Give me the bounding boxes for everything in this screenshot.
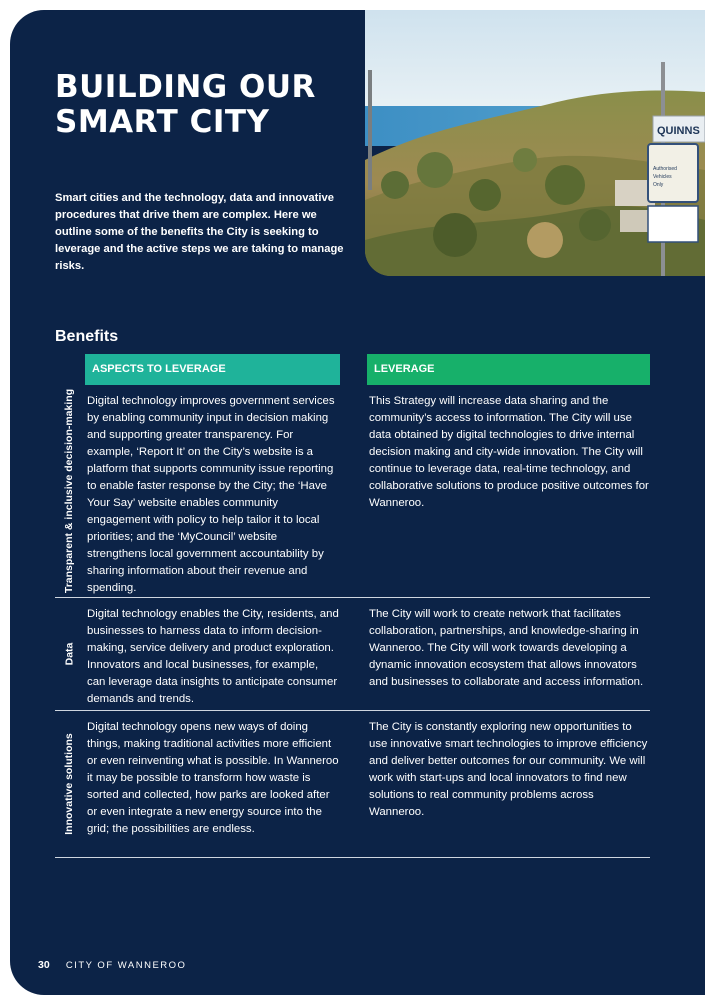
notice-sign-text: Authorised — [653, 166, 677, 172]
page-title — [55, 70, 316, 140]
svg-text:Only: Only — [653, 182, 664, 188]
table-row — [55, 711, 650, 858]
row-label-text: Data — [62, 642, 75, 666]
leverage-cell: The City is constantly exploring new opportunities to use innovative smart technologies to improve efficiency and deliver better outcomes for our community. We will work with start-ups and local innovators to find new solutions to real community problems across Wanneroo. — [369, 721, 648, 818]
benefits-table — [55, 354, 650, 858]
leverage-cell: The City will work to create network that facilitates collaboration, partnerships, and knowledge-sharing in Wanneroo. The City will work towards developing a dynamic innovation ecosystem that allows innovators and businesses to collaborate and access information. — [369, 608, 644, 688]
table-row — [55, 385, 650, 598]
table-row — [55, 598, 650, 711]
row-label-text: Transparent & inclusive decision-making — [63, 388, 76, 594]
row-label-text: Innovative solutions — [63, 733, 76, 835]
leverage-cell: This Strategy will increase data sharing and the community’s access to information. The City will use data obtained by digital technologies to drive internal decision making and city-wide innovation. The City will continue to leverage data, real-time technology, and collaborative solutions to produce positive outcomes for Wanneroo. — [369, 395, 649, 509]
row-label — [55, 711, 83, 857]
aspects-cell: Digital technology opens new ways of doing things, making traditional activities more efficient or even reinventing what is possible. In Wanneroo it may be possible to transform how waste is sorted and collected, how parks are looked after or even integrate a new energy source into the grid; the possibilities are endless. — [87, 721, 339, 835]
page-title-line-2: SMART CITY — [55, 104, 270, 140]
svg-text:Vehicles: Vehicles — [653, 174, 672, 180]
intro-paragraph: Smart cities and the technology, data and innovative procedures that drive them are complex. Here we outline some of the benefits the City is seeking to leverage and the active steps we are taking to manage risks. — [55, 192, 344, 272]
quinns-sign-text: QUINNS — [657, 125, 700, 137]
column-header-aspects: ASPECTS TO LEVERAGE — [85, 354, 340, 385]
page — [10, 10, 705, 995]
footer-organisation: CITY OF WANNEROO — [65, 960, 187, 971]
coastal-dune-illustration — [365, 10, 705, 276]
coastal-photo — [365, 10, 705, 276]
aspects-cell: Digital technology improves government services by enabling community input in decision making and supporting greater transparency. For example, ‘Report It’ on the City’s website is a platform that supports community issue reporting to enable faster response by the City; the ‘Have Your Say’ website enables community engagement with policy to help tailor it to local priorities; and the ‘MyCouncil’ website strengthens local government accountability by sharing information about their revenue and spending. — [87, 395, 335, 594]
table-header — [55, 354, 650, 385]
page-footer — [38, 959, 186, 971]
column-header-leverage: LEVERAGE — [367, 354, 650, 385]
row-label — [55, 598, 83, 710]
page-number: 30 — [38, 959, 50, 971]
benefits-heading: Benefits — [55, 328, 119, 345]
row-label — [55, 385, 83, 597]
page-title-line-1: BUILDING OUR — [55, 69, 316, 105]
aspects-cell: Digital technology enables the City, residents, and businesses to harness data to inform decision-making, service delivery and product exploration. Innovators and local businesses, for example, can leverage data insights to anticipate consumer demands and trends. — [87, 608, 339, 705]
